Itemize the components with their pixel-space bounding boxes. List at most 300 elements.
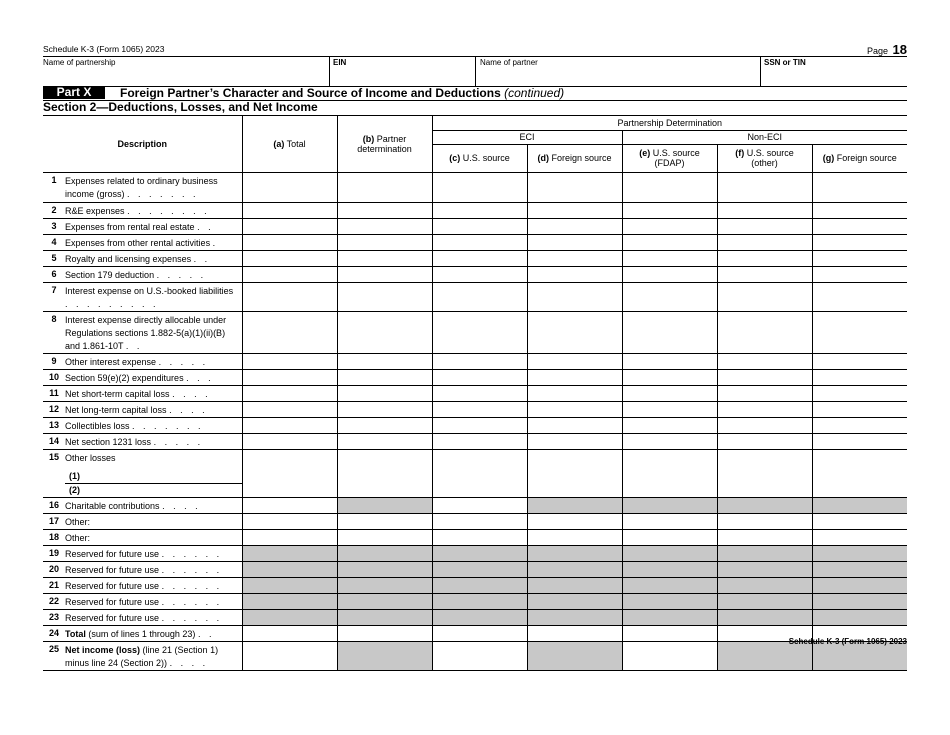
shaded-cell: [432, 545, 527, 561]
entry-cell-e[interactable]: [622, 311, 717, 353]
line-15-sub1-label: (1): [65, 469, 242, 483]
entry-cell-b[interactable]: [337, 513, 432, 529]
entry-cell-e[interactable]: [622, 401, 717, 417]
shaded-cell: [432, 609, 527, 625]
entry-cell-b[interactable]: [337, 385, 432, 401]
entry-cell-a[interactable]: [242, 529, 337, 545]
entry-cell-b[interactable]: [337, 417, 432, 433]
line-text: Section 59(e)(2) expenditures: [65, 372, 184, 383]
leader-dots: . . . . . .: [161, 548, 223, 559]
shaded-cell: [622, 497, 717, 513]
line-text: Reserved for future use: [65, 564, 160, 575]
entry-cell-e[interactable]: [622, 625, 717, 641]
line-text: (line 21 (Section 1) minus line 24 (Section 2)): [65, 644, 219, 668]
entry-cell-a[interactable]: [242, 449, 337, 469]
entry-cell-b[interactable]: [337, 529, 432, 545]
shaded-cell: [622, 545, 717, 561]
line-text: Collectibles loss: [65, 420, 130, 431]
col-e-us-fdap: (e) U.S. source (FDAP): [622, 144, 717, 172]
table-row: [43, 234, 907, 250]
entry-cell-c[interactable]: [432, 449, 527, 469]
entry-cell-g[interactable]: [812, 529, 907, 545]
partnership-determination-header: Partnership Determination: [432, 116, 907, 130]
line-number: 1: [43, 172, 65, 202]
entry-cell-g[interactable]: [812, 234, 907, 250]
table-row: [43, 593, 907, 609]
line-description: [65, 529, 242, 545]
entry-cell-g[interactable]: [812, 282, 907, 311]
shaded-cell: [337, 609, 432, 625]
entry-cell-g[interactable]: [812, 311, 907, 353]
entry-cell-f[interactable]: [717, 385, 812, 401]
entry-cell-a[interactable]: [242, 234, 337, 250]
entry-cell-f[interactable]: [717, 311, 812, 353]
leader-dots: . . . . .: [153, 436, 204, 447]
entry-cell-b[interactable]: [337, 449, 432, 469]
shaded-cell: [337, 545, 432, 561]
leader-dots: . . . .: [172, 388, 211, 399]
line-description: [65, 561, 242, 577]
line-text: Reserved for future use: [65, 612, 160, 623]
line-bold-text: Net income (loss): [65, 644, 141, 655]
entry-cell-a[interactable]: [242, 385, 337, 401]
entry-cell-f[interactable]: [717, 417, 812, 433]
entry-cell-d[interactable]: [527, 433, 622, 449]
entry-cell-e[interactable]: [622, 469, 717, 483]
entry-cell-c[interactable]: [432, 513, 527, 529]
line-number: 10: [43, 369, 65, 385]
entry-cell-d[interactable]: [527, 234, 622, 250]
entry-cell-f[interactable]: [717, 369, 812, 385]
entry-cell-a[interactable]: [242, 497, 337, 513]
entry-cell-e[interactable]: [622, 433, 717, 449]
line-text: Section 179 deduction: [65, 269, 155, 280]
shaded-cell: [242, 593, 337, 609]
line-text: Expenses related to ordinary business income (gross): [65, 175, 218, 199]
shaded-cell: [432, 577, 527, 593]
deductions-table: [43, 116, 907, 671]
entry-cell-e[interactable]: [622, 483, 717, 497]
shaded-cell: [242, 609, 337, 625]
table-row: [43, 469, 907, 483]
entry-cell-g[interactable]: [812, 385, 907, 401]
line-number: 5: [43, 250, 65, 266]
entry-cell-a[interactable]: [242, 369, 337, 385]
table-row: [43, 513, 907, 529]
line-text: Other interest expense: [65, 356, 157, 367]
entry-cell-f[interactable]: [717, 529, 812, 545]
entry-cell-e[interactable]: [622, 250, 717, 266]
line-number: 20: [43, 561, 65, 577]
leader-dots: . . .: [186, 372, 214, 383]
shaded-cell: [812, 497, 907, 513]
line-number: 4: [43, 234, 65, 250]
entry-cell-d[interactable]: [527, 401, 622, 417]
line-description: [65, 266, 242, 282]
table-row: [43, 625, 907, 641]
entry-cell-c[interactable]: [432, 234, 527, 250]
entry-cell-g[interactable]: [812, 369, 907, 385]
entry-cell-a[interactable]: [242, 172, 337, 202]
col-description: Description: [43, 116, 242, 172]
section-title: Section 2—Deductions, Losses, and Net Income: [43, 100, 318, 114]
entry-cell-a[interactable]: [242, 401, 337, 417]
entry-cell-b[interactable]: [337, 172, 432, 202]
entry-cell-a[interactable]: [242, 513, 337, 529]
line-number: 2: [43, 202, 65, 218]
entry-cell-b[interactable]: [337, 282, 432, 311]
shaded-cell: [812, 577, 907, 593]
entry-cell-b[interactable]: [337, 218, 432, 234]
line-description: [65, 497, 242, 513]
entry-cell-f[interactable]: [717, 250, 812, 266]
shaded-cell: [812, 593, 907, 609]
entry-cell-e[interactable]: [622, 282, 717, 311]
entry-cell-e[interactable]: [622, 218, 717, 234]
entry-cell-d[interactable]: [527, 202, 622, 218]
table-row: [43, 353, 907, 369]
line-number: 25: [43, 641, 65, 670]
entry-cell-g[interactable]: [812, 218, 907, 234]
table-row: [43, 282, 907, 311]
entry-cell-f[interactable]: [717, 218, 812, 234]
shaded-cell: [527, 593, 622, 609]
entry-cell-a[interactable]: [242, 417, 337, 433]
entry-cell-f[interactable]: [717, 266, 812, 282]
entry-cell-f[interactable]: [717, 172, 812, 202]
entry-cell-b[interactable]: [337, 202, 432, 218]
line-number: 22: [43, 593, 65, 609]
line-description: [65, 577, 242, 593]
line-description: [65, 172, 242, 202]
entry-cell-e[interactable]: [622, 353, 717, 369]
line-description: [65, 609, 242, 625]
shaded-cell: [622, 561, 717, 577]
entry-cell-c[interactable]: [432, 282, 527, 311]
entry-cell-a[interactable]: [242, 625, 337, 641]
entry-cell-c[interactable]: [432, 250, 527, 266]
entry-cell-c[interactable]: [432, 385, 527, 401]
entry-cell-a[interactable]: [242, 282, 337, 311]
entry-cell-g[interactable]: [812, 417, 907, 433]
entry-cell-c[interactable]: [432, 311, 527, 353]
ssn-tin-label: SSN or TIN: [764, 58, 806, 67]
shaded-cell: [717, 609, 812, 625]
entry-cell-c[interactable]: [432, 483, 527, 497]
shaded-cell: [622, 609, 717, 625]
entry-cell-d[interactable]: [527, 250, 622, 266]
shaded-cell: [527, 609, 622, 625]
entry-cell-b[interactable]: [337, 369, 432, 385]
leader-dots: . . . . . . .: [132, 420, 204, 431]
leader-dots: . . . . . . . .: [127, 205, 210, 216]
shaded-cell: [527, 577, 622, 593]
entry-cell-f[interactable]: [717, 401, 812, 417]
leader-dots: . . . . .: [158, 356, 209, 367]
entry-cell-c[interactable]: [432, 369, 527, 385]
line-text: Interest expense directly allocable under Regulations sections 1.882-5(a)(1)(ii)(B) and 1.861-10T: [65, 314, 227, 351]
partner-name-label: Name of partner: [480, 58, 538, 67]
entry-cell-d[interactable]: [527, 369, 622, 385]
shaded-cell: [812, 561, 907, 577]
line-text: Net long-term capital loss: [65, 404, 167, 415]
leader-dots: . . . . . .: [161, 612, 223, 623]
shaded-cell: [622, 593, 717, 609]
entry-cell-g[interactable]: [812, 353, 907, 369]
line-number: 16: [43, 497, 65, 513]
entry-cell-c[interactable]: [432, 417, 527, 433]
leader-dots: . . . . . .: [161, 596, 223, 607]
entry-cell-d[interactable]: [527, 529, 622, 545]
entry-cell-b[interactable]: [337, 311, 432, 353]
leader-dots: . . . .: [169, 657, 209, 668]
line-text: Net short-term capital loss: [65, 388, 170, 399]
line-text: R&E expenses: [65, 205, 125, 216]
entry-cell-a[interactable]: [242, 218, 337, 234]
partnership-name-label: Name of partnership: [43, 58, 116, 67]
entry-cell-c[interactable]: [432, 266, 527, 282]
shaded-cell: [812, 545, 907, 561]
line-number: 17: [43, 513, 65, 529]
entry-cell-f[interactable]: [717, 282, 812, 311]
line-number: 8: [43, 311, 65, 353]
leader-dots: . . . . . .: [161, 564, 223, 575]
leader-dots: . . . . .: [156, 269, 207, 280]
col-c-us-source: (c) U.S. source: [432, 144, 527, 172]
table-row: [43, 172, 907, 202]
entry-cell-f[interactable]: [717, 202, 812, 218]
entry-cell-a[interactable]: [242, 311, 337, 353]
table-row: [43, 433, 907, 449]
line-text: Reserved for future use: [65, 548, 160, 559]
table-row: [43, 497, 907, 513]
entry-cell-a[interactable]: [242, 433, 337, 449]
entry-cell-a[interactable]: [242, 266, 337, 282]
table-row: [43, 218, 907, 234]
line-text: Interest expense on U.S.-booked liabilities: [65, 285, 234, 296]
line-description: [65, 250, 242, 266]
line-text: Royalty and licensing expenses: [65, 253, 192, 264]
entry-cell-g[interactable]: [812, 172, 907, 202]
line-15-sub2-label: (2): [65, 483, 242, 497]
leader-dots: . .: [193, 253, 211, 264]
table-row: [43, 250, 907, 266]
entry-cell-e[interactable]: [622, 417, 717, 433]
leader-dots: . . . .: [169, 404, 208, 415]
leader-dots: .: [212, 237, 219, 248]
line-description: [65, 449, 242, 469]
shaded-cell: [717, 577, 812, 593]
entry-cell-b[interactable]: [337, 483, 432, 497]
table-row: [43, 609, 907, 625]
shaded-cell: [242, 577, 337, 593]
entry-cell-c[interactable]: [432, 469, 527, 483]
part-label: Part X: [43, 86, 105, 99]
part-title: [120, 86, 564, 100]
leader-dots: . . . . . . . . .: [65, 298, 159, 309]
line-number-blank: [43, 483, 65, 497]
table-row: [43, 385, 907, 401]
entry-cell-d[interactable]: [527, 266, 622, 282]
entry-cell-e[interactable]: [622, 172, 717, 202]
table-row: [43, 561, 907, 577]
shaded-cell: [527, 545, 622, 561]
table-row: [43, 401, 907, 417]
line-text: Other losses: [65, 452, 116, 463]
entry-cell-c[interactable]: [432, 218, 527, 234]
entry-cell-a[interactable]: [242, 202, 337, 218]
entry-cell-a[interactable]: [242, 641, 337, 670]
entry-cell-g[interactable]: [812, 469, 907, 483]
entry-cell-f[interactable]: [717, 469, 812, 483]
part-continued: (continued): [504, 86, 565, 100]
entry-cell-g[interactable]: [812, 266, 907, 282]
entry-cell-f[interactable]: [717, 234, 812, 250]
entry-cell-b[interactable]: [337, 469, 432, 483]
table-row: [43, 641, 907, 670]
entry-cell-d[interactable]: [527, 625, 622, 641]
entry-cell-c[interactable]: [432, 202, 527, 218]
line-description: [65, 218, 242, 234]
entry-cell-d[interactable]: [527, 172, 622, 202]
table-row: [43, 417, 907, 433]
line-description: [65, 353, 242, 369]
line-number: 6: [43, 266, 65, 282]
entry-cell-d[interactable]: [527, 311, 622, 353]
entry-cell-b[interactable]: [337, 234, 432, 250]
entry-cell-e[interactable]: [622, 202, 717, 218]
entry-cell-d[interactable]: [527, 353, 622, 369]
entry-cell-b[interactable]: [337, 625, 432, 641]
shaded-cell: [717, 561, 812, 577]
entry-cell-e[interactable]: [622, 266, 717, 282]
leader-dots: . . . . . .: [161, 580, 223, 591]
entry-cell-e[interactable]: [622, 369, 717, 385]
line-description: [65, 593, 242, 609]
entry-cell-d[interactable]: [527, 483, 622, 497]
entry-cell-f[interactable]: [717, 513, 812, 529]
entry-cell-c[interactable]: [432, 401, 527, 417]
entry-cell-a[interactable]: [242, 483, 337, 497]
entry-cell-b[interactable]: [337, 250, 432, 266]
entry-cell-g[interactable]: [812, 202, 907, 218]
shaded-cell: [812, 609, 907, 625]
page-number: 18: [892, 42, 907, 57]
entry-cell-f[interactable]: [717, 433, 812, 449]
leader-dots: . .: [125, 340, 143, 351]
part-title-text: Foreign Partner’s Character and Source of Income and Deductions: [120, 86, 501, 100]
shaded-cell: [622, 577, 717, 593]
entry-cell-c[interactable]: [432, 497, 527, 513]
entry-cell-d[interactable]: [527, 218, 622, 234]
line-number: 11: [43, 385, 65, 401]
partner-name-field[interactable]: [476, 56, 760, 86]
eci-header: ECI: [432, 130, 622, 144]
entry-cell-g[interactable]: [812, 433, 907, 449]
entry-cell-b[interactable]: [337, 433, 432, 449]
shaded-cell: [717, 593, 812, 609]
col-d-foreign-source: (d) Foreign source: [527, 144, 622, 172]
line-number: 14: [43, 433, 65, 449]
line-description: [65, 369, 242, 385]
line-text: Expenses from other rental activities: [65, 237, 211, 248]
entry-cell-e[interactable]: [622, 513, 717, 529]
table-row: [43, 369, 907, 385]
entry-cell-c[interactable]: [432, 529, 527, 545]
entry-cell-f[interactable]: [717, 483, 812, 497]
entry-cell-d[interactable]: [527, 417, 622, 433]
entry-cell-d[interactable]: [527, 513, 622, 529]
entry-cell-g[interactable]: [812, 250, 907, 266]
entry-cell-f[interactable]: [717, 353, 812, 369]
entry-cell-e[interactable]: [622, 234, 717, 250]
ein-field[interactable]: [330, 56, 475, 86]
entry-cell-e[interactable]: [622, 529, 717, 545]
entry-cell-a[interactable]: [242, 469, 337, 483]
entry-cell-a[interactable]: [242, 250, 337, 266]
entry-cell-b[interactable]: [337, 266, 432, 282]
entry-cell-g[interactable]: [812, 513, 907, 529]
entry-cell-d[interactable]: [527, 469, 622, 483]
entry-cell-f[interactable]: [717, 449, 812, 469]
shaded-cell: [242, 545, 337, 561]
col-f-us-other: (f) U.S. source (other): [717, 144, 812, 172]
partnership-name-field[interactable]: [43, 56, 329, 86]
line-number: 3: [43, 218, 65, 234]
shaded-cell: [337, 641, 432, 670]
line-text: (sum of lines 1 through 23): [88, 628, 196, 639]
entry-cell-c[interactable]: [432, 353, 527, 369]
entry-cell-c[interactable]: [432, 641, 527, 670]
entry-cell-c[interactable]: [432, 433, 527, 449]
entry-cell-a[interactable]: [242, 353, 337, 369]
entry-cell-g[interactable]: [812, 449, 907, 469]
table-row: [43, 449, 907, 469]
entry-cell-b[interactable]: [337, 353, 432, 369]
line-description: [65, 401, 242, 417]
line-description: [65, 311, 242, 353]
leader-dots: . . . . . . .: [127, 188, 199, 199]
line-number: 19: [43, 545, 65, 561]
page-label: Page: [867, 46, 889, 56]
entry-cell-d[interactable]: [527, 282, 622, 311]
entry-cell-e[interactable]: [622, 641, 717, 670]
line-number: 15: [48, 451, 59, 462]
entry-cell-d[interactable]: [527, 449, 622, 469]
entry-cell-c[interactable]: [432, 625, 527, 641]
line-description: [65, 385, 242, 401]
line-number: 21: [43, 577, 65, 593]
table-row: [43, 202, 907, 218]
shaded-cell: [527, 497, 622, 513]
line-description: [65, 625, 242, 641]
table-row: [43, 577, 907, 593]
entry-cell-e[interactable]: [622, 385, 717, 401]
entry-cell-b[interactable]: [337, 401, 432, 417]
table-row: [43, 545, 907, 561]
ssn-tin-field[interactable]: [761, 56, 907, 86]
entry-cell-g[interactable]: [812, 401, 907, 417]
ein-label: EIN: [333, 58, 347, 67]
leader-dots: . .: [197, 628, 215, 639]
entry-cell-g[interactable]: [812, 483, 907, 497]
shaded-cell: [527, 641, 622, 670]
entry-cell-c[interactable]: [432, 172, 527, 202]
line-description: [65, 641, 242, 670]
line-number: 13: [43, 417, 65, 433]
entry-cell-d[interactable]: [527, 385, 622, 401]
entry-cell-e[interactable]: [622, 449, 717, 469]
